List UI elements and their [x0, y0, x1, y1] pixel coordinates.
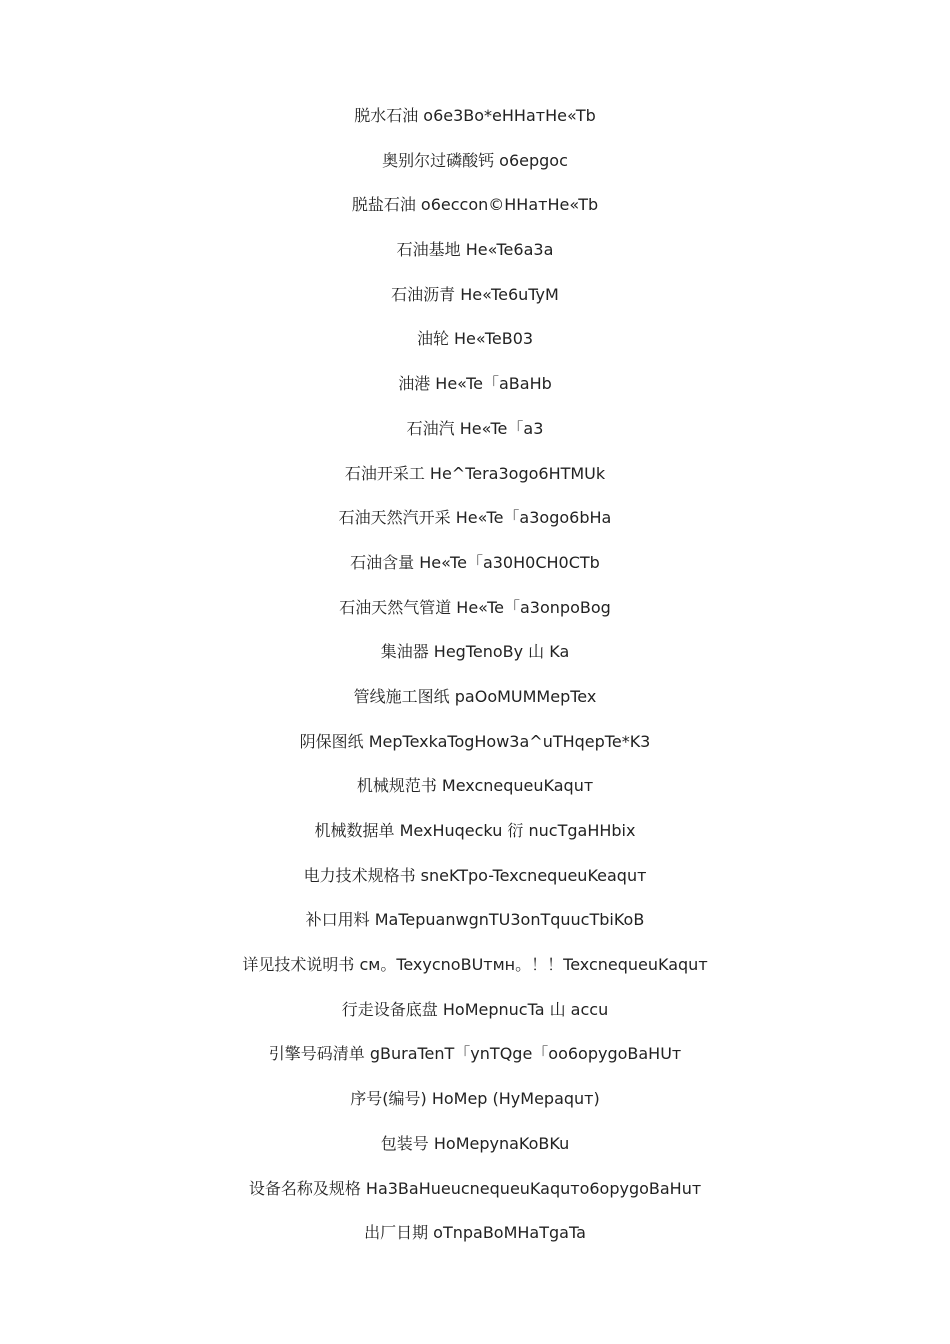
glossary-entry-text: 管线施工图纸 paOoMUMMepTex [353, 686, 597, 706]
glossary-entry [0, 1132, 950, 1177]
glossary-entry-text: 详见技术说明书 cм。TexycnoBUтмн。！！TexcnequeuKaquт [242, 955, 708, 975]
glossary-entry-text: 出厂日期 oTnpaBoMHaTgaTa [364, 1223, 586, 1243]
glossary-entry-text: 阴保图纸 MepTexkaTogHow3a^uTHqepTe*K3 [299, 731, 651, 751]
glossary-entry-text: 石油天然汽开采 He«Te「a3ogo6bHa [338, 508, 612, 528]
glossary-entry [0, 908, 950, 953]
glossary-entry-text: 包装号 HoMepynaKoBKu [380, 1133, 570, 1153]
glossary-entry-text: 脱水石油 o6e3Bo*eHHaтHe«Tb [354, 106, 596, 125]
glossary-entry-text: 补口用料 MaTepuanwgnTU3onTquucTbiKoB [305, 910, 645, 930]
glossary-entry [0, 193, 950, 238]
glossary-entry [0, 462, 950, 507]
glossary-entry [0, 1221, 950, 1266]
glossary-entry [0, 327, 950, 372]
glossary-entry [0, 372, 950, 417]
glossary-entry [0, 1177, 950, 1222]
glossary-entry [0, 730, 950, 775]
glossary-entry-text: 石油汽 He«Te「a3 [406, 418, 544, 438]
glossary-entry [0, 774, 950, 819]
glossary-entry-text: 奥别尔过磷酸钙 o6epgoc [382, 150, 568, 170]
glossary-entry [0, 104, 950, 149]
glossary-entry [0, 596, 950, 641]
glossary-entry-text: 行走设备底盘 HoMepnucTa 山 accu [341, 999, 609, 1019]
glossary-entry-text: 电力技术规格书 sneKTpo-TexcnequeuKeaquт [303, 865, 647, 885]
glossary-entry [0, 998, 950, 1043]
glossary-entry-text: 石油沥青 He«Te6uTyM [391, 284, 559, 304]
glossary-entry-text: 机械数据单 MexHuqecku 衍 nucTgaHHbix [314, 821, 636, 840]
glossary-entry-text: 石油天然气管道 He«Te「a3onpoBog [339, 597, 611, 617]
glossary-entry-text: 序号(编号) HoMep (HyMepaquт) [350, 1089, 600, 1109]
glossary-entry-text: 石油基地 He«Te6a3a [396, 240, 554, 260]
glossary-entry [0, 417, 950, 462]
glossary-entry-text: 石油开采工 He^Tera3ogo6HTMUk [344, 463, 606, 483]
glossary-entry [0, 506, 950, 551]
glossary-entry [0, 1042, 950, 1087]
glossary-entry-text: 脱盐石油 o6eccon©HHaтHe«Tb [351, 195, 599, 215]
glossary-entry-text: 集油器 HegTenoBy 山 Ka [380, 642, 570, 662]
glossary-entry [0, 551, 950, 596]
glossary-entry-text: 引擎号码清单 gBuraTenT「ynTQge「oo6opygoBaHUт [268, 1044, 682, 1064]
glossary-entry [0, 640, 950, 685]
glossary-entry [0, 149, 950, 194]
glossary-entry-text: 机械规范书 MexcnequeuKaquт [356, 776, 594, 796]
glossary-entry-text: 油港 He«Te「aBaHb [398, 374, 552, 394]
document-page [0, 104, 950, 1266]
glossary-entry [0, 1087, 950, 1132]
glossary-entry [0, 953, 950, 998]
glossary-entry-text: 石油含量 He«Te「a30H0CH0CTb [350, 552, 600, 572]
glossary-entry [0, 864, 950, 909]
glossary-entry [0, 819, 950, 864]
glossary-entry-text: 油轮 He«TeB03 [416, 329, 534, 349]
glossary-entry-text: 设备名称及规格 Ha3BaHueucnequeuKaquтo6opygoBaHuт [248, 1178, 702, 1198]
glossary-entry [0, 238, 950, 283]
glossary-entry [0, 685, 950, 730]
glossary-entry [0, 283, 950, 328]
